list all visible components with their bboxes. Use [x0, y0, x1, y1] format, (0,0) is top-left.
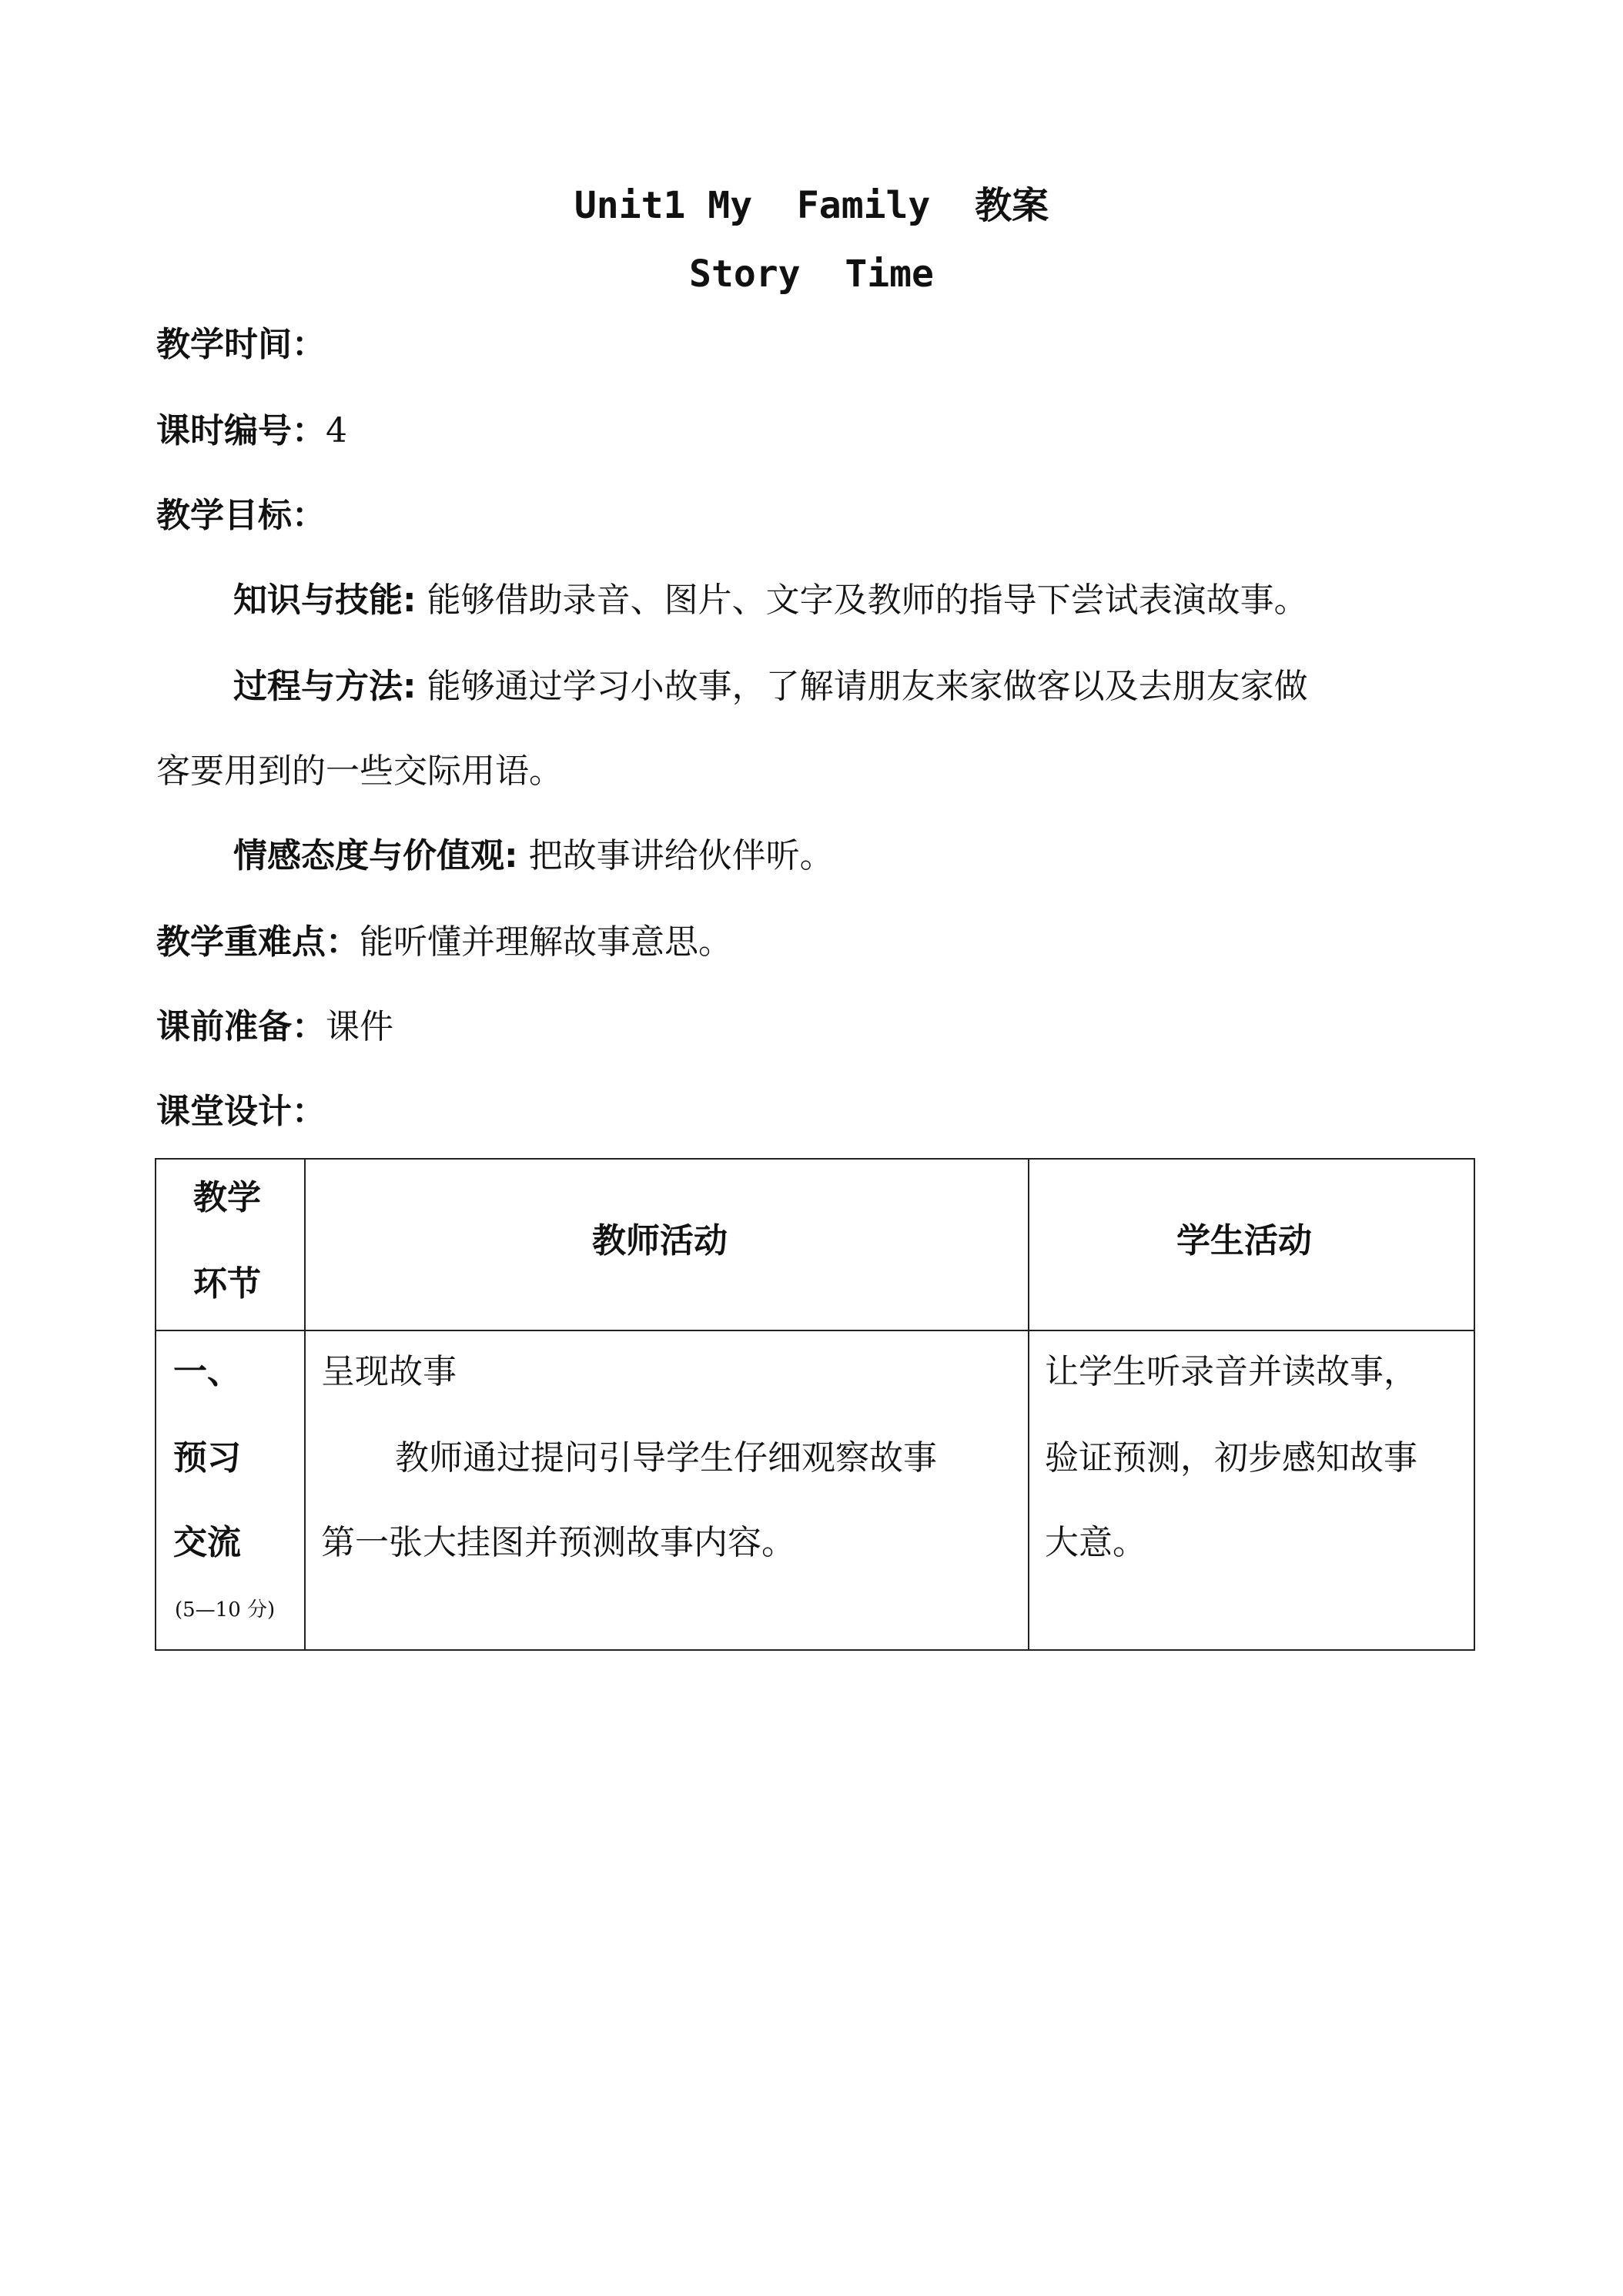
table-divider-row1: [156, 1330, 1474, 1331]
key-points-text: 能听懂并理解故事意思。: [360, 922, 732, 962]
key-points-line: [156, 919, 732, 966]
header-stage-line2: 环节: [193, 1264, 261, 1304]
teacher-activity-line2: 第一张大挂图并预测故事内容。: [321, 1523, 795, 1562]
teaching-goal-label: 教学目标：: [156, 496, 326, 535]
process-goal-text-1: 能够通过学习小故事，了解请朋友来家做客以及去朋友家做: [416, 667, 1308, 706]
table-divider-col1: [304, 1160, 306, 1649]
process-goal-line-2: [156, 748, 563, 795]
teaching-time-line: [156, 322, 326, 368]
teaching-goal-line: [156, 493, 326, 539]
class-design-line: [156, 1089, 326, 1135]
skill-goal-label: 知识与技能:: [233, 581, 417, 620]
lesson-number-value: 4: [326, 411, 347, 450]
key-points-label: 教学重难点：: [156, 922, 360, 962]
header-stage-line1: 教学: [193, 1178, 261, 1217]
lesson-design-table: [155, 1158, 1475, 1651]
stage-duration: (5—10 分): [175, 1598, 276, 1622]
stage-number: 一、: [173, 1352, 241, 1391]
table-divider-col2: [1028, 1160, 1029, 1649]
process-goal-line: [233, 664, 1308, 710]
stage-name-line1: 预习: [173, 1438, 241, 1478]
process-goal-text-2: 客要用到的一些交际用语。: [156, 751, 563, 791]
emotion-goal-label: 情感态度与价值观:: [233, 836, 518, 875]
student-activity-line1: 让学生听录音并读故事，: [1045, 1352, 1417, 1391]
preparation-text: 课件: [326, 1007, 393, 1046]
process-goal-label: 过程与方法:: [233, 667, 417, 706]
teaching-time-label: 教学时间：: [156, 325, 326, 364]
lesson-number-line: [156, 408, 347, 454]
teacher-activity-line1: 教师通过提问引导学生仔细观察故事: [395, 1438, 937, 1478]
emotion-goal-line: [233, 833, 834, 879]
preparation-line: [156, 1004, 393, 1050]
student-activity-line2: 验证预测，初步感知故事: [1045, 1438, 1417, 1478]
skill-goal-text: 能够借助录音、图片、文字及教师的指导下尝试表演故事。: [416, 581, 1308, 620]
document-subtitle: Story Time: [689, 253, 934, 296]
student-activity-line3: 大意。: [1045, 1523, 1146, 1562]
skill-goal-line: [233, 577, 1308, 624]
header-teacher-activity: 教师活动: [592, 1221, 728, 1260]
emotion-goal-text: 把故事讲给伙伴听。: [517, 836, 834, 875]
header-student-activity: 学生活动: [1176, 1221, 1312, 1260]
document-title: Unit1 My Family 教案: [574, 184, 1049, 227]
preparation-label: 课前准备：: [156, 1007, 326, 1046]
lesson-number-label: 课时编号：: [156, 411, 326, 450]
teacher-activity-title: 呈现故事: [321, 1352, 457, 1391]
stage-name-line2: 交流: [173, 1523, 241, 1562]
class-design-label: 课堂设计：: [156, 1092, 326, 1131]
